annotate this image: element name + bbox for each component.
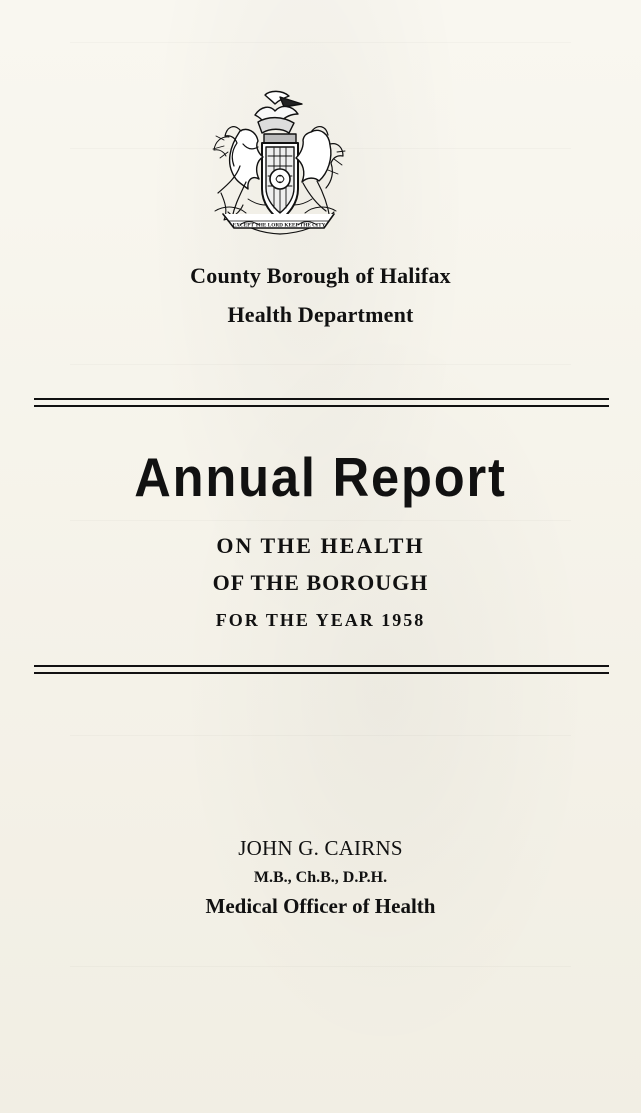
officer-title: Medical Officer of Health [205, 894, 436, 918]
show-through-line [70, 966, 571, 967]
subtitle-borough: OF THE BOROUGH [212, 570, 429, 595]
show-through-line [70, 364, 571, 365]
department-heading: Health Department [227, 302, 414, 327]
borough-heading: County Borough of Halifax [190, 263, 451, 288]
report-title: Annual Report [134, 446, 507, 508]
officer-degrees: M.B., Ch.B., D.P.H. [253, 869, 388, 886]
show-through-line [70, 735, 571, 736]
upper-double-rule [34, 398, 609, 407]
show-through-line [70, 520, 571, 521]
officer-name: JOHN G. CAIRNS [238, 836, 403, 860]
crest-motto: EXCEPT THE LORD KEEP THE CITY [232, 222, 326, 229]
subtitle-year: FOR THE YEAR 1958 [215, 610, 426, 630]
show-through-line [70, 42, 571, 43]
halifax-borough-coat-of-arms-icon [198, 88, 350, 240]
subtitle-health: ON THE HEALTH [216, 533, 425, 558]
lower-double-rule [34, 665, 609, 674]
